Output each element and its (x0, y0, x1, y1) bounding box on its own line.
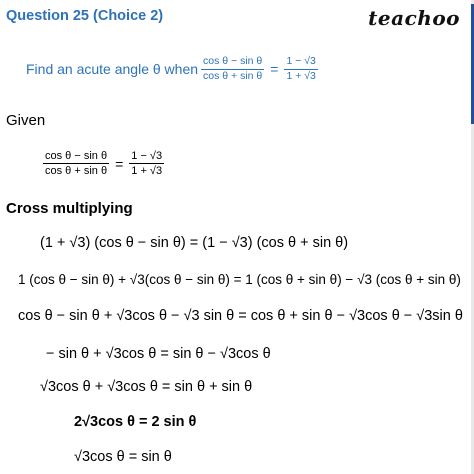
prompt-lhs-fraction (201, 56, 264, 82)
cross-multiplying-heading: Cross multiplying (6, 200, 133, 217)
prompt-rhs-numerator: 1 − √3 (284, 56, 317, 70)
question-prompt (26, 56, 321, 82)
solution-step-bold: 2√3cos θ = 2 sin θ (74, 414, 197, 430)
prompt-lead: Find an acute angle θ when (26, 61, 199, 78)
solution-step: √3cos θ = sin θ (74, 449, 172, 465)
given-lhs-fraction (43, 150, 109, 177)
solution-step: √3cos θ + √3cos θ = sin θ + sin θ (40, 379, 253, 395)
question-title: Question 25 (Choice 2) (6, 8, 164, 24)
given-equals: = (115, 155, 124, 172)
brand-logo: teachoo (368, 6, 460, 30)
prompt-lhs-numerator: cos θ − sin θ (201, 56, 264, 70)
prompt-equals: = (270, 61, 279, 78)
given-rhs-fraction (129, 150, 164, 177)
solution-step: (1 + √3) (cos θ − sin θ) = (1 − √3) (cos θ + sin θ) (40, 235, 349, 251)
given-lhs-numerator: cos θ − sin θ (43, 150, 109, 164)
given-rhs-denominator: 1 + √3 (131, 165, 163, 178)
given-rhs-numerator: 1 − √3 (129, 150, 164, 164)
prompt-lhs-denominator: cos θ + sin θ (203, 69, 263, 82)
solution-step-bold-terms: cos θ − sin θ + √3cos θ − √3 sin θ = cos θ + sin θ − √3cos θ − √3sin θ (18, 308, 463, 324)
prompt-rhs-denominator: 1 + √3 (286, 69, 316, 82)
solution-step: − sin θ + √3cos θ = sin θ − √3cos θ (46, 346, 271, 362)
given-equation (40, 150, 167, 177)
given-lhs-denominator: cos θ + sin θ (45, 165, 108, 178)
prompt-rhs-fraction (284, 56, 317, 82)
given-label: Given (6, 112, 46, 129)
solution-step: 1 (cos θ − sin θ) + √3(cos θ − sin θ) = 1 (cos θ + sin θ) − √3 (cos θ + sin θ) (18, 272, 461, 287)
